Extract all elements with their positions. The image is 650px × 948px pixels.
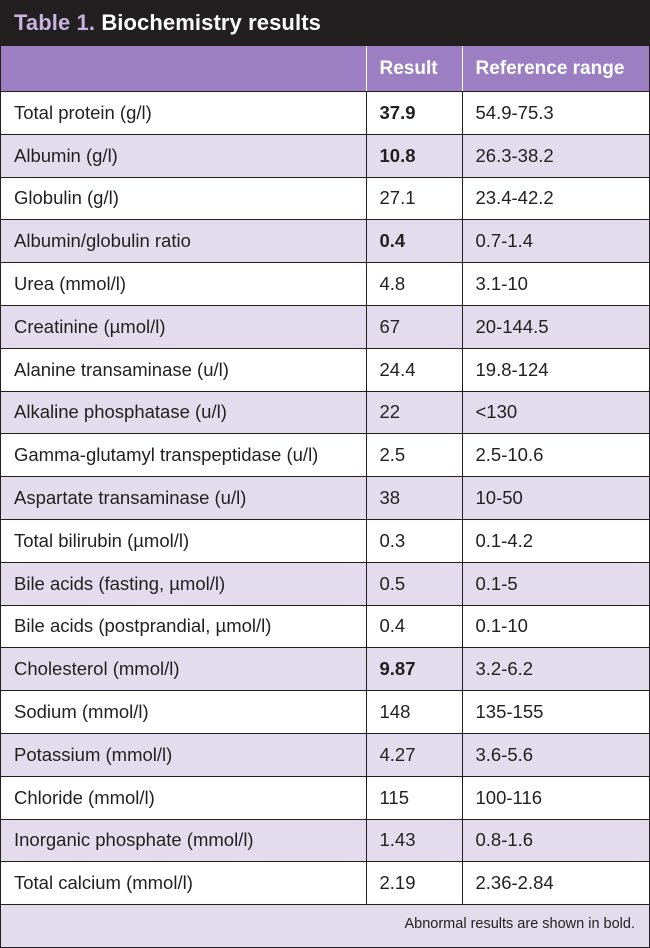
table-row: [1, 263, 649, 306]
result-cell: 27.1: [366, 177, 462, 220]
test-name-cell: Sodium (mmol/l): [1, 691, 366, 734]
table-row: [1, 134, 649, 177]
test-name-cell: Creatinine (µmol/l): [1, 305, 366, 348]
reference-range-cell: 0.8-1.6: [462, 819, 649, 862]
result-cell: 37.9: [366, 92, 462, 135]
test-name-cell: Urea (mmol/l): [1, 263, 366, 306]
test-name-cell: Inorganic phosphate (mmol/l): [1, 819, 366, 862]
test-name-cell: Gamma-glutamyl transpeptidase (u/l): [1, 434, 366, 477]
result-cell: 0.5: [366, 562, 462, 605]
test-name-cell: Total bilirubin (µmol/l): [1, 519, 366, 562]
result-cell: 1.43: [366, 819, 462, 862]
header-row: [1, 46, 649, 92]
result-cell: 22: [366, 391, 462, 434]
test-name-cell: Aspartate transaminase (u/l): [1, 477, 366, 520]
table-row: [1, 305, 649, 348]
result-cell: 38: [366, 477, 462, 520]
reference-range-cell: 0.1-5: [462, 562, 649, 605]
table-row: [1, 391, 649, 434]
result-cell: 4.8: [366, 263, 462, 306]
column-header-result: Result: [366, 46, 462, 92]
test-name-cell: Albumin (g/l): [1, 134, 366, 177]
table-number: Table 1.: [14, 10, 96, 35]
table-row: [1, 605, 649, 648]
table-body: [1, 92, 649, 905]
result-cell: 10.8: [366, 134, 462, 177]
table-footnote: Abnormal results are shown in bold.: [1, 905, 649, 943]
table-row: [1, 819, 649, 862]
test-name-cell: Alkaline phosphatase (u/l): [1, 391, 366, 434]
reference-range-cell: 2.36-2.84: [462, 862, 649, 905]
table-title-text: Biochemistry results: [101, 10, 321, 35]
table-row: [1, 177, 649, 220]
test-name-cell: Alanine transaminase (u/l): [1, 348, 366, 391]
column-header-test: [1, 46, 366, 92]
result-cell: 2.19: [366, 862, 462, 905]
reference-range-cell: 0.1-4.2: [462, 519, 649, 562]
test-name-cell: Albumin/globulin ratio: [1, 220, 366, 263]
result-cell: 0.3: [366, 519, 462, 562]
table-row: [1, 477, 649, 520]
result-cell: 9.87: [366, 648, 462, 691]
result-cell: 0.4: [366, 605, 462, 648]
reference-range-cell: 26.3-38.2: [462, 134, 649, 177]
result-cell: 4.27: [366, 733, 462, 776]
reference-range-cell: 19.8-124: [462, 348, 649, 391]
reference-range-cell: 100-116: [462, 776, 649, 819]
result-cell: 24.4: [366, 348, 462, 391]
table-row: [1, 220, 649, 263]
test-name-cell: Cholesterol (mmol/l): [1, 648, 366, 691]
reference-range-cell: 20-144.5: [462, 305, 649, 348]
test-name-cell: Chloride (mmol/l): [1, 776, 366, 819]
reference-range-cell: <130: [462, 391, 649, 434]
table-title: [1, 1, 649, 46]
table-row: [1, 648, 649, 691]
table-row: [1, 519, 649, 562]
reference-range-cell: 3.1-10: [462, 263, 649, 306]
reference-range-cell: 3.2-6.2: [462, 648, 649, 691]
test-name-cell: Total calcium (mmol/l): [1, 862, 366, 905]
reference-range-cell: 0.7-1.4: [462, 220, 649, 263]
result-cell: 115: [366, 776, 462, 819]
test-name-cell: Bile acids (fasting, µmol/l): [1, 562, 366, 605]
table-row: [1, 562, 649, 605]
test-name-cell: Globulin (g/l): [1, 177, 366, 220]
reference-range-cell: 0.1-10: [462, 605, 649, 648]
test-name-cell: Potassium (mmol/l): [1, 733, 366, 776]
reference-range-cell: 3.6-5.6: [462, 733, 649, 776]
table-row: [1, 862, 649, 905]
table-row: [1, 434, 649, 477]
column-header-reference-range: Reference range: [462, 46, 649, 92]
reference-range-cell: 10-50: [462, 477, 649, 520]
table-row: [1, 776, 649, 819]
biochemistry-table: [1, 46, 649, 905]
reference-range-cell: 54.9-75.3: [462, 92, 649, 135]
reference-range-cell: 135-155: [462, 691, 649, 734]
result-cell: 148: [366, 691, 462, 734]
result-cell: 67: [366, 305, 462, 348]
table-row: [1, 733, 649, 776]
result-cell: 0.4: [366, 220, 462, 263]
result-cell: 2.5: [366, 434, 462, 477]
reference-range-cell: 23.4-42.2: [462, 177, 649, 220]
test-name-cell: Bile acids (postprandial, µmol/l): [1, 605, 366, 648]
table-row: [1, 691, 649, 734]
table-row: [1, 348, 649, 391]
reference-range-cell: 2.5-10.6: [462, 434, 649, 477]
table-row: [1, 92, 649, 135]
test-name-cell: Total protein (g/l): [1, 92, 366, 135]
